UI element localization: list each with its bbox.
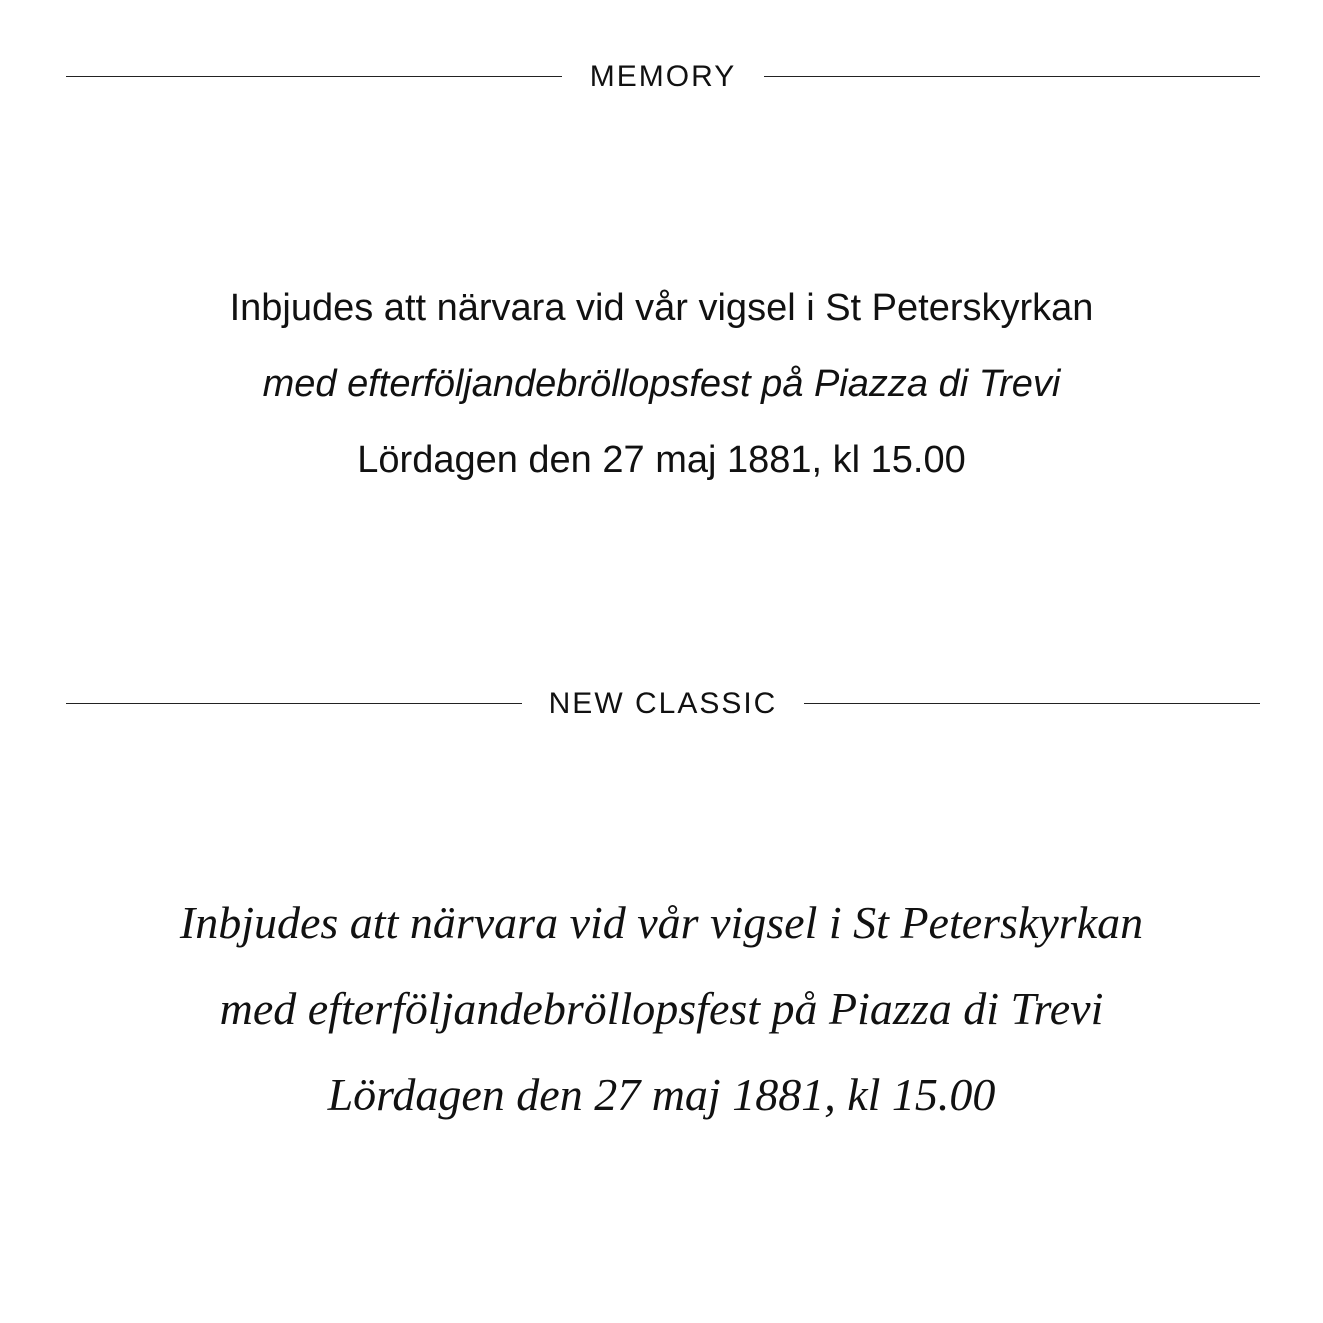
invitation-line-reception: med efterföljandebröllopsfest på Piazza di Trevi xyxy=(262,363,1061,405)
memory-section-title: MEMORY xyxy=(589,60,737,93)
new-classic-section-header xyxy=(66,684,1260,724)
invitation-line-ceremony: Inbjudes att närvara vid vår vigsel i St Peterskyrkan xyxy=(229,287,1094,329)
invitation-line-date: Lördagen den 27 maj 1881, kl 15.00 xyxy=(327,1069,996,1120)
divider-right xyxy=(804,703,1260,704)
invitation-line-reception: med efterföljandebröllopsfest på Piazza di Trevi xyxy=(219,983,1104,1034)
memory-sample-text xyxy=(0,270,1323,498)
divider-right xyxy=(764,76,1260,77)
new-classic-section-title: NEW CLASSIC xyxy=(548,687,778,720)
memory-section-header xyxy=(66,57,1260,97)
invitation-line-date: Lördagen den 27 maj 1881, kl 15.00 xyxy=(357,439,966,481)
invitation-line-ceremony: Inbjudes att närvara vid vår vigsel i St Peterskyrkan xyxy=(179,897,1144,948)
new-classic-sample-text xyxy=(0,880,1323,1138)
